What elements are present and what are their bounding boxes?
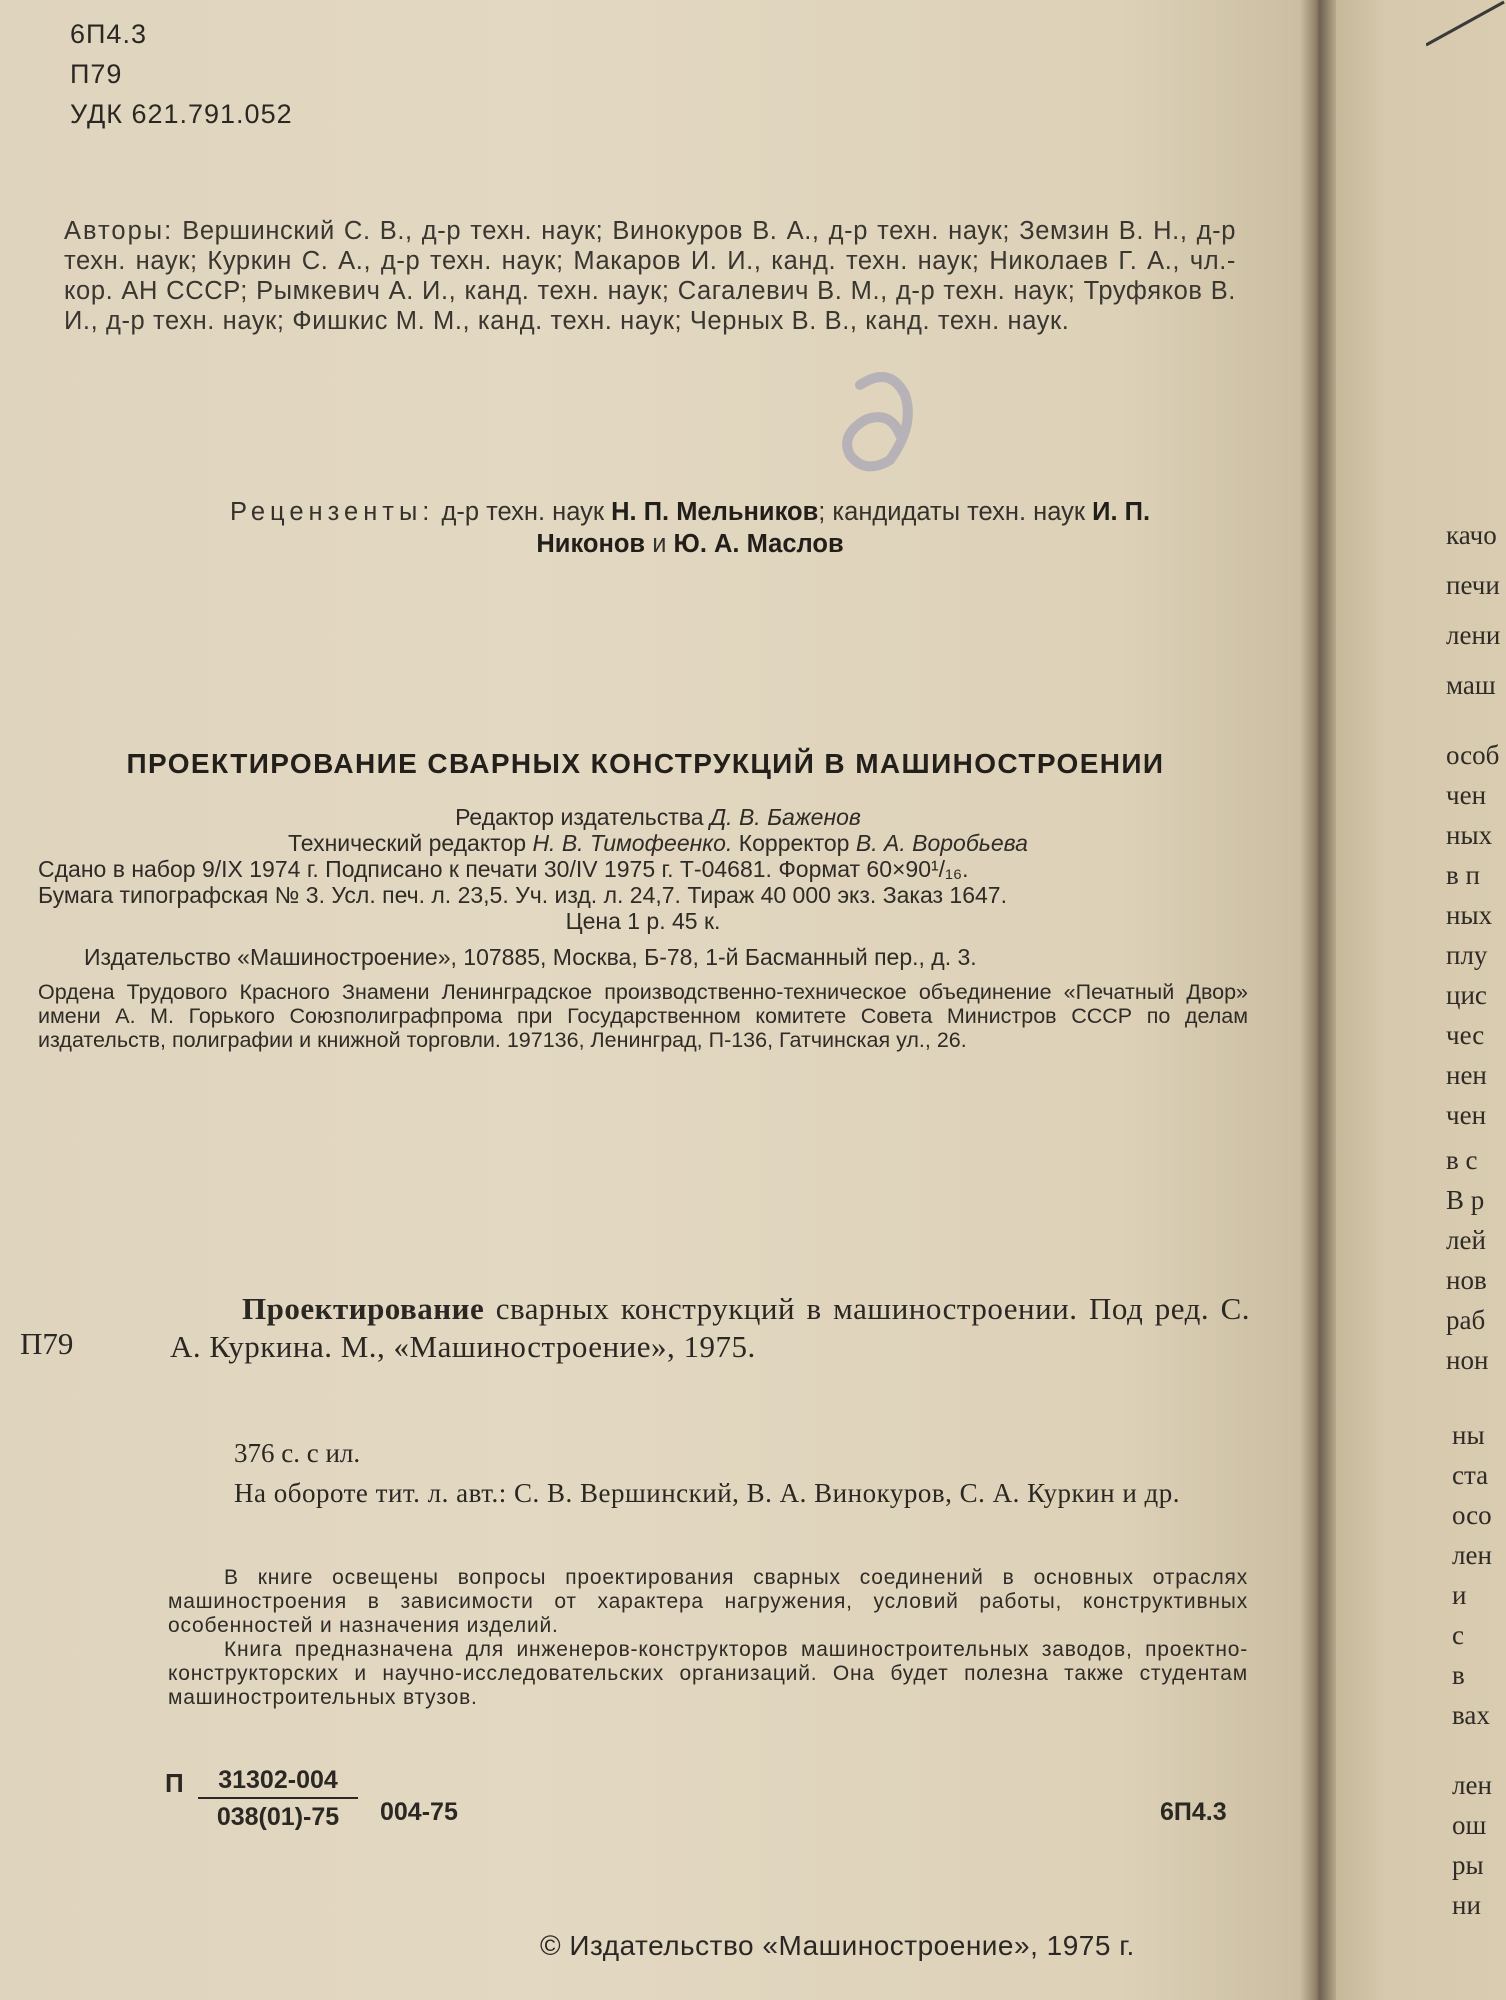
- adjacent-page-fragment: в п: [1446, 860, 1480, 890]
- pen-mark: [1426, 0, 1506, 50]
- publisher-line: Издательство «Машиностроение», 107885, Москва, Б-78, 1-й Басманный пер., д. 3.: [84, 944, 977, 970]
- adjacent-page-fragment: ны: [1452, 1420, 1485, 1450]
- adjacent-page-fragment: маш: [1446, 670, 1496, 700]
- corrector-name: В. А. Воробьева: [855, 830, 1028, 856]
- reviewers-text-2: ; кандидаты техн. наук: [818, 498, 1086, 526]
- authors-list: Вершинский С. В., д-р техн. наук; Винокуров В. А., д-р техн. наук; Земзин В. Н., д-р техн. наук; Куркин С. А., д-р техн. наук; Макаров И. И., канд. техн. наук; Николаев Г. А., чл.-кор. АН СССР; Рымкевич А. И., канд. техн. наук; Сагалевич В. М., д-р техн. наук; Труфяков В. И., д-р техн. наук; Фишкис М. М., канд. техн. наук; Черных В. В., канд. техн. наук.: [64, 217, 1236, 335]
- adjacent-page-fragment: В р: [1446, 1185, 1485, 1215]
- adjacent-page-fragment: лей: [1446, 1225, 1486, 1255]
- ink-stamp-mark: [820, 365, 940, 485]
- reviewers-text-1: д-р техн. наук: [441, 498, 605, 526]
- adjacent-page-fragment: вах: [1452, 1700, 1490, 1730]
- udc-code: УДК 621.791.052: [70, 99, 293, 129]
- reviewers-text-3: и: [652, 530, 667, 558]
- adjacent-page-fragment: плу: [1446, 940, 1488, 970]
- printer-info: Ордена Трудового Красного Знамени Ленинградское производственно-техническое объединение «Печатный Двор» имени А. М. Горького Союзполиграфпрома при Государственном комитете Совета Министров СССР по делам издательств, полиграфии и книжной торговли. 197136, Ленинград, П-136, Гатчинская ул., 26.: [38, 980, 1248, 1052]
- book-spine-gutter: [1300, 0, 1336, 2000]
- editor-line: [38, 804, 1248, 830]
- classification-codes: [70, 14, 293, 134]
- adjacent-page-fragment: лени: [1446, 620, 1501, 650]
- tech-editor-label: Технический редактор: [288, 830, 527, 856]
- authors-block: [64, 216, 1236, 336]
- bbk-code: 6П4.3: [70, 19, 147, 49]
- adjacent-page-fragment: с: [1452, 1620, 1464, 1650]
- reviewers-block: [190, 496, 1190, 560]
- adjacent-page-fragment: нен: [1446, 1060, 1487, 1090]
- index-middle: 004-75: [380, 1798, 458, 1826]
- reviewers-label: Рецензенты:: [229, 498, 435, 526]
- tech-editor-line: [38, 830, 1248, 856]
- catalog-label: П79: [20, 1326, 74, 1361]
- adjacent-page-fragment: осо: [1452, 1500, 1492, 1530]
- catalog-note-text: На обороте тит. л. авт.: С. В. Вершинский, В. А. Винокуров, С. А. Куркин и др.: [234, 1478, 1181, 1508]
- abstract-paragraph-2: Книга предназначена для инженеров-конструкторов машиностроительных заводов, проектно-конструкторских и научно-исследовательских организаций. Она будет полезна также студентам машиностроительных втузов.: [168, 1638, 1248, 1709]
- book-title: ПРОЕКТИРОВАНИЕ СВАРНЫХ КОНСТРУКЦИЙ В МАШИНОСТРОЕНИИ: [126, 748, 1165, 779]
- adjacent-page-fragment: лен: [1452, 1770, 1492, 1800]
- adjacent-page-fragment: ных: [1446, 900, 1493, 930]
- copyright-line: © Издательство «Машиностроение», 1975 г.: [540, 1930, 1135, 1961]
- adjacent-page-fragment: ни: [1452, 1890, 1481, 1920]
- catalog-code: П79: [70, 59, 123, 89]
- catalog-pages: 376 с. с ил.: [234, 1438, 361, 1468]
- reviewer-name-1: Н. П. Мельников: [611, 498, 819, 526]
- imprint-block: [38, 804, 1248, 1052]
- catalog-card: [20, 1290, 1250, 1550]
- adjacent-page-fragment: качо: [1446, 520, 1497, 550]
- typeset-line: Сдано в набор 9/IX 1974 г. Подписано к печати 30/IV 1975 г. Т-04681. Формат 60×90¹/₁₆.: [38, 856, 969, 882]
- catalog-title-bold: Проектирование: [242, 1291, 485, 1326]
- index-denominator: 038(01)-75: [216, 1803, 340, 1831]
- adjacent-page-fragment: в с: [1446, 1145, 1478, 1175]
- adjacent-page-fragment: в: [1452, 1660, 1465, 1690]
- index-fraction: [198, 1766, 358, 1832]
- price-line: Цена 1 р. 45 к.: [565, 908, 721, 934]
- adjacent-page-fragment: нов: [1446, 1265, 1487, 1295]
- editor-name: Д. В. Баженов: [709, 804, 861, 830]
- abstract-block: [168, 1566, 1248, 1710]
- catalog-note: [234, 1476, 1250, 1511]
- adjacent-page-fragment: ста: [1452, 1460, 1489, 1490]
- corrector-label: Корректор: [738, 830, 850, 856]
- index-right-code: 6П4.3: [1160, 1798, 1227, 1826]
- authors-label: Авторы:: [64, 217, 174, 245]
- index-numerator: 31302-004: [198, 1766, 358, 1799]
- adjacent-page-fragment: раб: [1446, 1305, 1486, 1335]
- abstract-paragraph-1: В книге освещены вопросы проектирования сварных соединений в основных отраслях машиностроения в зависимости от характера нагружения, условий работы, конструктивных особенностей и назначения изделий.: [168, 1566, 1248, 1637]
- adjacent-page-fragment: и: [1452, 1580, 1467, 1610]
- reviewer-name-2: И. П. Никонов: [536, 498, 1151, 558]
- tech-editor-name: Н. В. Тимофеенко.: [532, 830, 733, 856]
- adjacent-page-fragment: особ: [1446, 740, 1500, 770]
- adjacent-page: [1336, 0, 1506, 2000]
- catalog-title-rest: сварных конструкций в машиностроении. Под ред. С. А. Куркина. М., «Машиностроение», 1975.: [170, 1291, 1250, 1364]
- adjacent-page-fragment: ош: [1452, 1810, 1487, 1840]
- adjacent-page-fragment: печи: [1446, 570, 1500, 600]
- adjacent-page-fragment: чен: [1446, 1100, 1487, 1130]
- catalog-entry: [170, 1290, 1250, 1366]
- editor-label: Редактор издательства: [455, 804, 704, 830]
- adjacent-page-fragment: ных: [1446, 820, 1493, 850]
- adjacent-page-fragment: нон: [1446, 1345, 1489, 1375]
- reviewer-name-3: Ю. А. Маслов: [673, 530, 844, 558]
- adjacent-page-fragment: чен: [1446, 780, 1487, 810]
- paper-line: Бумага типографская № 3. Усл. печ. л. 23,5. Уч. изд. л. 24,7. Тираж 40 000 экз. Заказ 1647.: [38, 882, 1007, 908]
- adjacent-page-fragment: чес: [1446, 1020, 1485, 1050]
- index-letter: П: [165, 1768, 184, 1798]
- adjacent-page-fragment: цис: [1446, 980, 1487, 1010]
- adjacent-page-fragment: лен: [1452, 1540, 1492, 1570]
- adjacent-page-fragment: ры: [1452, 1850, 1484, 1880]
